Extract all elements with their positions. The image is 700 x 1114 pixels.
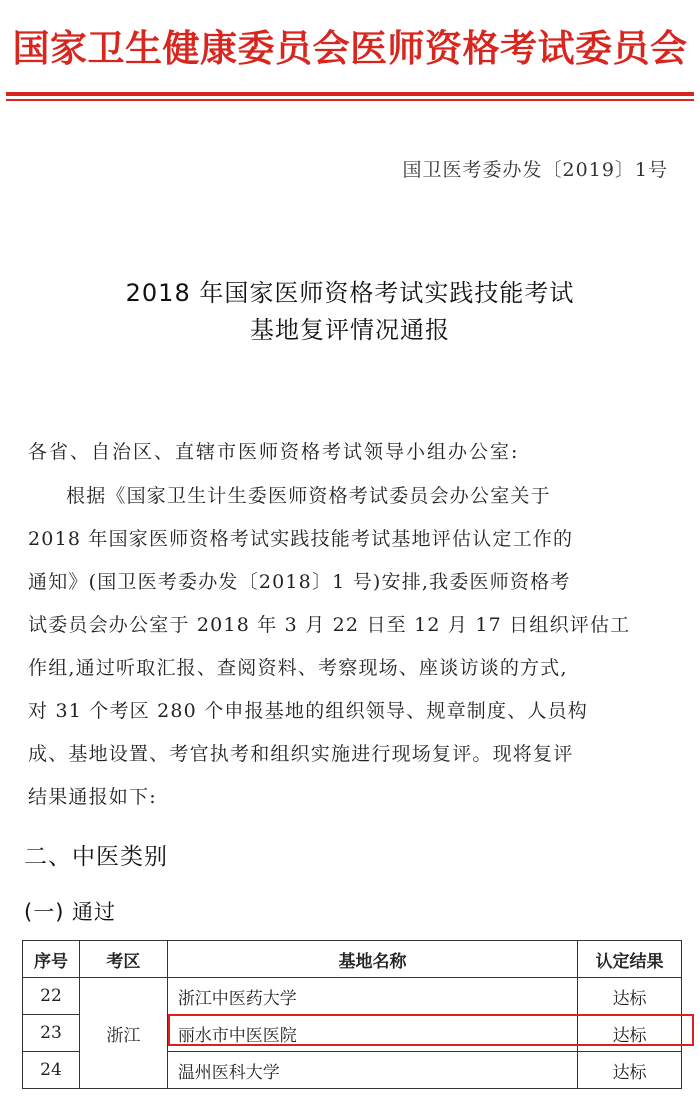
highlight-box [168,1014,694,1046]
document-number: 国卫医考委办发〔2019〕1号 [402,159,668,181]
row-base-name: 温州医科大学 [167,1052,577,1089]
body-line: 作组,通过听取汇报、查阅资料、考察现场、座谈访谈的方式, [28,657,568,679]
body-line: 结果通报如下: [28,786,157,808]
table-header-row [23,941,682,978]
body-line: 成、基地设置、考官执考和组织实施进行现场复评。现将复评 [28,743,574,765]
salutation: 各省、自治区、直辖市医师资格考试领导小组办公室: [28,441,520,463]
subsection-heading: (一) 通过 [24,900,117,924]
row-serial-number: 23 [23,1015,80,1052]
row-result: 达标 [578,1015,682,1052]
body-line: 2018 年国家医师资格考试实践技能考试基地评估认定工作的 [28,528,574,550]
body-line: 对 31 个考区 280 个申报基地的组织领导、规章制度、人员构 [28,700,589,722]
body-line: 根据《国家卫生计生委医师资格考试委员会办公室关于 [66,485,551,507]
header-rule-thick [6,92,694,96]
row-result: 达标 [578,978,682,1015]
header-exam-region: 考区 [79,941,167,978]
row-exam-region: 浙江 [79,978,167,1089]
section-heading: 二、中医类别 [24,844,168,870]
table-row [23,978,682,1015]
header-serial-number: 序号 [23,941,80,978]
body-line: 试委员会办公室于 2018 年 3 月 22 日至 12 月 17 日组织评估工 [28,614,631,636]
document-title-line-2: 基地复评情况通报 [250,316,450,344]
header-base-name: 基地名称 [167,941,577,978]
row-serial-number: 22 [23,978,80,1015]
header-result: 认定结果 [578,941,682,978]
header-rule-thin [6,99,694,101]
header-organization-title: 国家卫生健康委员会医师资格考试委员会 [12,27,688,70]
document-title-line-1: 2018 年国家医师资格考试实践技能考试 [125,279,575,307]
row-base-name: 丽水市中医医院 [167,1015,577,1052]
row-result: 达标 [578,1052,682,1089]
row-serial-number: 24 [23,1052,80,1089]
row-base-name: 浙江中医药大学 [167,978,577,1015]
body-line: 通知》(国卫医考委办发〔2018〕1 号)安排,我委医师资格考 [28,571,571,593]
